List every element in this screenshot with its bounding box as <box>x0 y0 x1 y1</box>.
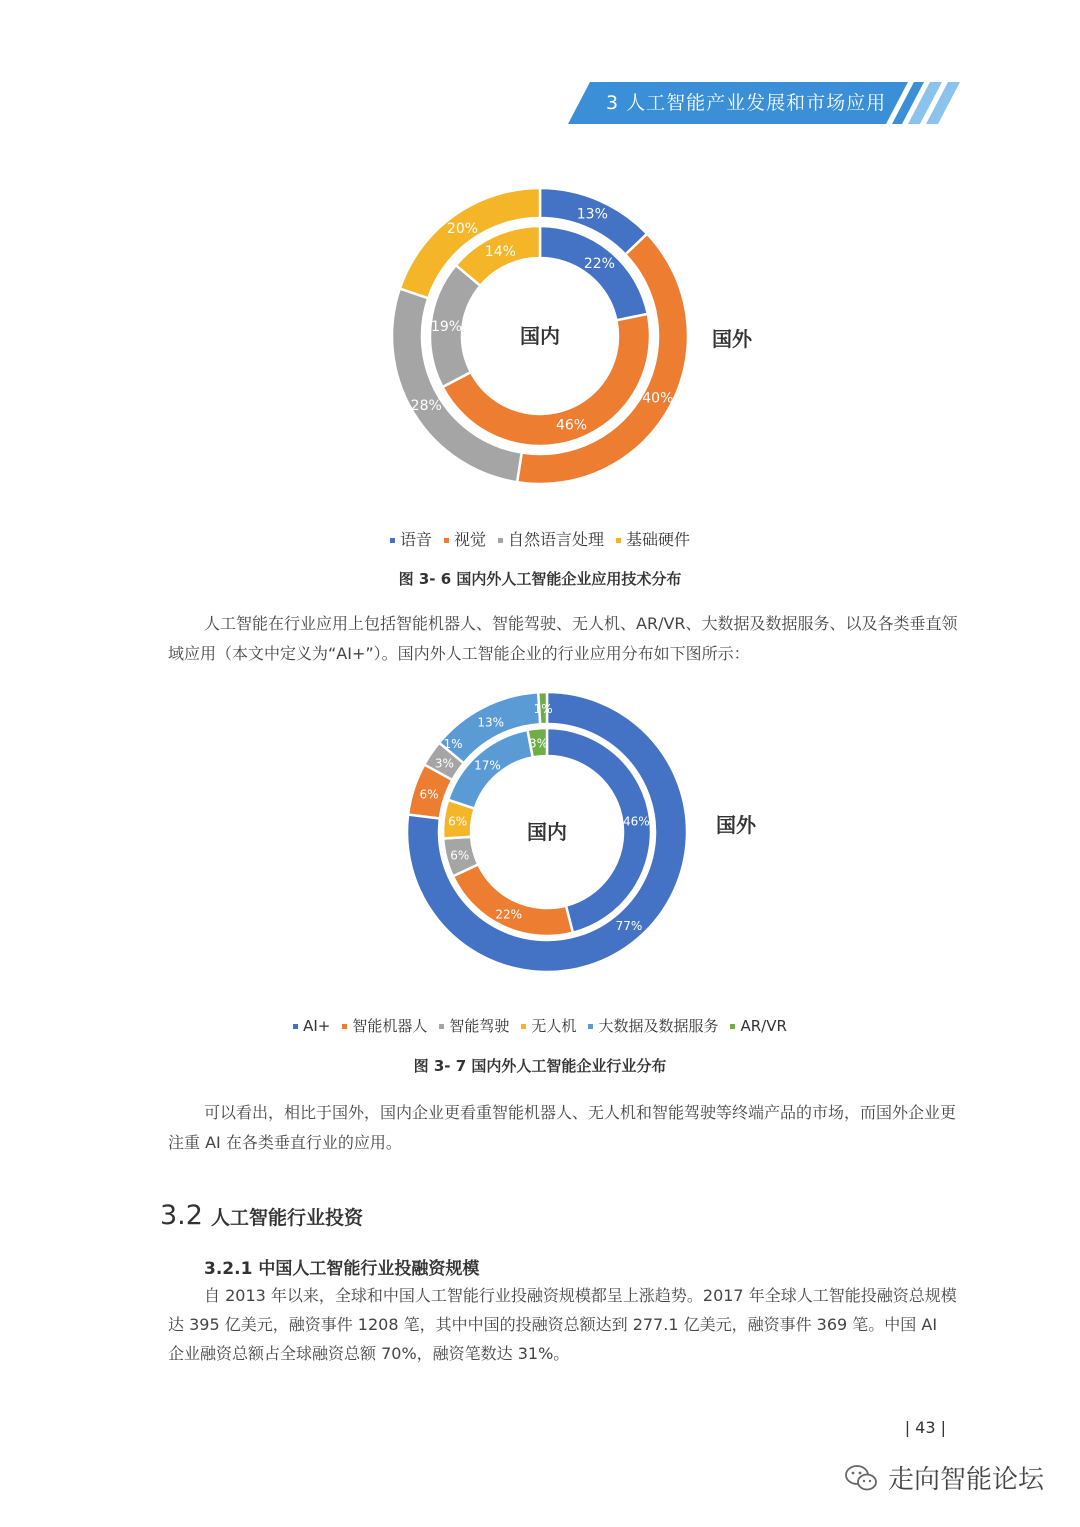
chart1-legend-item <box>498 527 604 550</box>
legend-marker <box>342 1024 347 1029</box>
section-heading <box>160 1200 363 1231</box>
legend-label: 智能驾驶 <box>449 1017 510 1035</box>
watermark-text: 走向智能论坛 <box>887 1465 1044 1495</box>
chart1-outer-label: 国外 <box>712 327 752 351</box>
legend-marker <box>293 1024 298 1029</box>
legend-marker <box>439 1024 444 1029</box>
chart2-legend-item <box>439 1015 509 1036</box>
legend-label: 语音 <box>399 530 432 549</box>
chart2-svg <box>405 690 689 974</box>
chart1-center-label: 国内 <box>520 324 560 348</box>
chart2-legend-item <box>293 1017 330 1035</box>
tech-distribution-donut-chart <box>390 186 690 486</box>
legend-marker <box>498 538 503 543</box>
chart2-inner-data-label: 3% <box>529 736 549 751</box>
industry-distribution-donut-chart <box>405 690 689 974</box>
chart2-inner-data-label: 46% <box>622 814 650 829</box>
paragraph-investment: 自 2013 年以来，全球和中国人工智能行业投融资规模都呈上涨趋势。2017 年全球人工智能投融资总规模达 395 亿美元，融资事件 1208 笔，其中中国的投融资总额达到 277.1 亿美元，融资事件 369 笔。中国 AI 企业融资总额占全球融资总额 70%，融资笔数达 31%。 <box>168 1286 957 1363</box>
legend-label: 无人机 <box>531 1017 577 1035</box>
chart2-outer-label: 国外 <box>716 813 756 837</box>
legend-label: 视觉 <box>453 530 486 549</box>
chart1-inner-data-label: 14% <box>484 243 516 260</box>
paragraph-comparison: 可以看出，相比于国外，国内企业更看重智能机器人、无人机和智能驾驶等终端产品的市场，而国外企业更注重 AI 在各类垂直行业的应用。 <box>168 1103 957 1152</box>
chart2-legend-item <box>730 1017 786 1035</box>
legend-label: AI+ <box>303 1017 331 1035</box>
section-number: 3.2 <box>160 1200 203 1231</box>
chart2-legend-item <box>588 1015 718 1036</box>
chart1-outer-data-label: 13% <box>576 206 608 223</box>
chart2-extra-data-label: 1% <box>443 737 463 751</box>
chart2-outer-data-label: 13% <box>477 715 505 730</box>
chapter-title: 3 人工智能产业发展和市场应用 <box>606 92 887 114</box>
chart1-outer-data-label: 40% <box>642 390 674 407</box>
chart1-legend-item <box>390 527 432 550</box>
chart2-inner-data-label: 22% <box>495 907 523 922</box>
chart2-outer-data-label: 3% <box>434 756 454 771</box>
legend-marker <box>588 1024 593 1029</box>
page-number: | 43 | <box>904 1418 946 1437</box>
chart1-outer-data-label: 20% <box>446 220 479 237</box>
chart2-center-label: 国内 <box>527 820 567 844</box>
legend-label: AR/VR <box>740 1017 787 1035</box>
legend-label: 自然语言处理 <box>508 530 605 549</box>
figure-3-6-caption: 图 3- 6 国内外人工智能企业应用技术分布 <box>398 570 682 588</box>
chart1-inner-data-label: 46% <box>555 417 588 434</box>
section-title-text: 人工智能行业投资 <box>210 1207 363 1229</box>
chart1-legend <box>0 527 1080 550</box>
figure-3-7-caption: 图 3- 7 国内外人工智能企业行业分布 <box>413 1057 667 1075</box>
legend-marker <box>616 538 621 543</box>
chart2-legend-item <box>521 1015 576 1036</box>
chart2-outer-data-label: 77% <box>615 919 643 934</box>
chart1-legend-item <box>616 527 690 550</box>
paragraph-industry-intro: 人工智能在行业应用上包括智能机器人、智能驾驶、无人机、AR/VR、大数据及数据服务、以及各类垂直领域应用（本文中定义为“AI+”）。国内外人工智能企业的行业应用分布如下图所示： <box>168 614 958 663</box>
chart2-legend-item <box>342 1015 427 1036</box>
chart2-inner-data-label: 6% <box>450 848 470 863</box>
chart2-legend <box>0 1015 1080 1036</box>
legend-marker <box>444 538 449 543</box>
wechat-icon <box>844 1463 880 1493</box>
legend-label: 智能机器人 <box>352 1017 428 1035</box>
legend-marker <box>390 538 395 543</box>
legend-label: 大数据及数据服务 <box>598 1017 719 1035</box>
chapter-header <box>568 82 920 124</box>
chart1-svg <box>390 186 690 486</box>
chart2-outer-data-label: 6% <box>419 787 439 802</box>
chart1-inner-data-label: 22% <box>583 256 615 273</box>
wechat-watermark <box>844 1459 1044 1496</box>
chart2-inner-data-label: 6% <box>448 814 468 829</box>
chart1-outer-data-label: 28% <box>410 397 442 414</box>
legend-label: 基础硬件 <box>626 530 691 549</box>
legend-marker <box>521 1024 526 1029</box>
chart1-inner-data-label: 19% <box>430 318 463 335</box>
chart2-inner-data-label: 17% <box>474 758 501 773</box>
legend-marker <box>730 1024 735 1029</box>
subsection-heading: 3.2.1 中国人工智能行业投融资规模 <box>204 1259 480 1279</box>
chart1-legend-item <box>444 527 486 550</box>
chart2-outer-data-label: 1% <box>533 702 553 717</box>
